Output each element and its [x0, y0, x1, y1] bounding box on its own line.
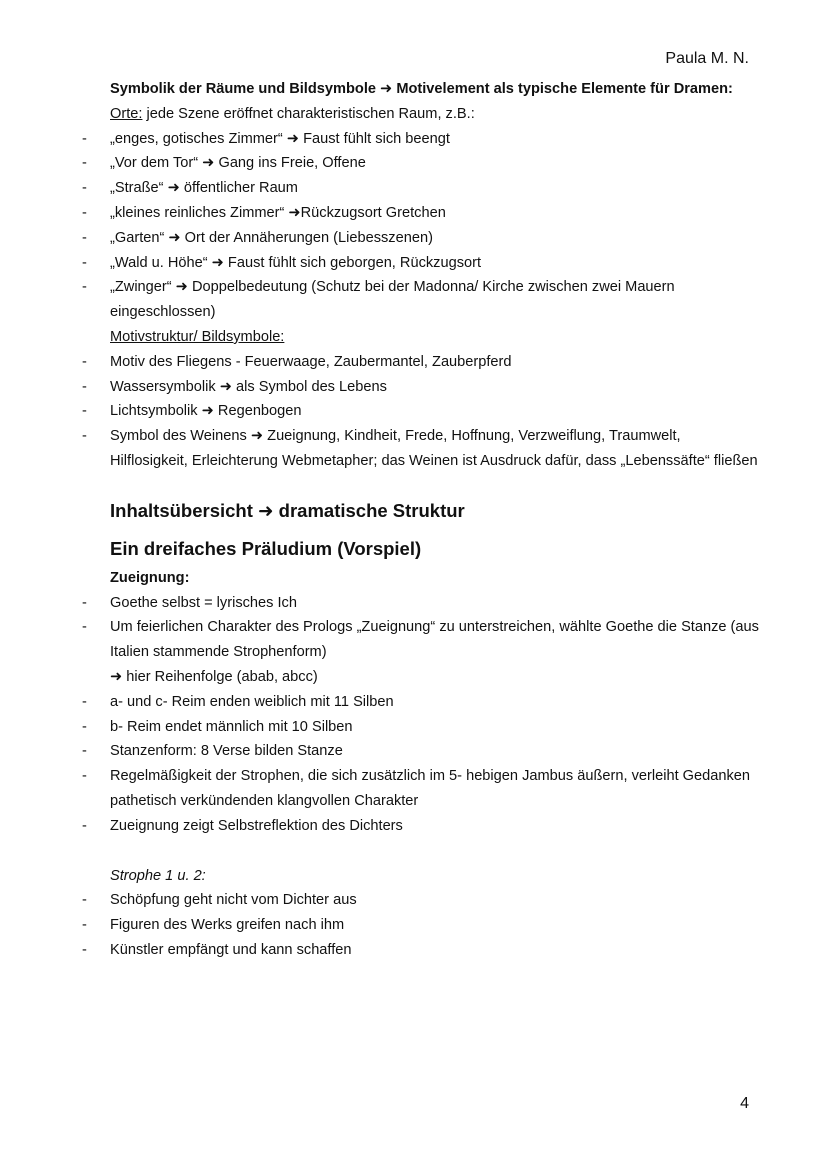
list-item [82, 814, 760, 839]
list-item-text: Symbol des Weinens ➜ Zueignung, Kindheit, Frede, Hoffnung, Verzweiflung, Traumwelt, Hilflosigkeit, Erleichterung Webmetapher; das Weinen ist Ausdruck dafür, dass „Lebenssäfte“ fließen [110, 428, 758, 469]
motiv-label: Motivstruktur/ Bildsymbole: [110, 328, 285, 345]
bullet-dash: - [82, 378, 87, 395]
list-item [82, 591, 760, 616]
orte-intro [110, 102, 760, 127]
motiv-heading [110, 325, 760, 350]
list-item [82, 176, 760, 201]
list-item-text: b- Reim endet männlich mit 10 Silben [110, 718, 353, 735]
page-number: 4 [740, 1095, 749, 1112]
list-item-text: „kleines reinliches Zimmer“ ➜Rückzugsort Gretchen [110, 204, 446, 221]
bullet-dash: - [82, 403, 87, 420]
list-item-subline: ➜ hier Reihenfolge (abab, abcc) [110, 668, 318, 685]
section-title-symbolik: Symbolik der Räume und Bildsymbole ➜ Motivelement als typische Elemente für Dramen: [110, 81, 733, 97]
heading-praeludium: Ein dreifaches Präludium (Vorspiel) [110, 537, 422, 559]
bullet-dash: - [82, 204, 87, 221]
list-item [82, 127, 760, 152]
list-item [82, 715, 760, 740]
list-item-text: Lichtsymbolik ➜ Regenbogen [110, 403, 302, 420]
bullet-dash: - [82, 892, 87, 909]
orte-text: jede Szene eröffnet charakteristischen Raum, z.B.: [142, 105, 475, 122]
bullet-dash: - [82, 743, 87, 760]
list-item [82, 226, 760, 251]
list-item-text: „Wald u. Höhe“ ➜ Faust fühlt sich geborgen, Rückzugsort [110, 254, 482, 271]
list-item-text: „Straße“ ➜ öffentlicher Raum [110, 180, 298, 197]
list-item [82, 350, 760, 375]
list-item [82, 615, 760, 665]
page-content [82, 77, 760, 963]
list-item-text: a- und c- Reim enden weiblich mit 11 Silben [110, 693, 394, 710]
list-item [82, 888, 760, 913]
list-item-text: Goethe selbst = lyrisches Ich [110, 594, 297, 611]
bullet-dash: - [82, 917, 87, 934]
author-name: Paula M. N. [665, 50, 749, 67]
list-item [82, 424, 760, 474]
list-item [82, 938, 760, 963]
bullet-dash: - [82, 768, 87, 785]
list-item [82, 201, 760, 226]
bullet-dash: - [82, 155, 87, 172]
list-item [82, 275, 760, 325]
list-item-text: Stanzenform: 8 Verse bilden Stanze [110, 743, 343, 760]
list-item [82, 913, 760, 938]
bullet-dash: - [82, 279, 87, 296]
list-item [82, 764, 760, 814]
list-item [82, 151, 760, 176]
list-item-text: „Vor dem Tor“ ➜ Gang ins Freie, Offene [110, 155, 366, 172]
list-item [82, 375, 760, 400]
list-item-text: Um feierlichen Charakter des Prologs „Zueignung“ zu unterstreichen, wählte Goethe die Stanze (aus Italien stammende Strophenform) [110, 619, 759, 661]
bullet-dash: - [82, 693, 87, 710]
list-item [82, 251, 760, 276]
list-item-text: Regelmäßigkeit der Strophen, die sich zusätzlich im 5- hebigen Jambus äußern, verleiht Gedanken pathetisch verkündenden klangvollen Charakter [110, 768, 751, 809]
zueignung-label: Zueignung: [110, 569, 190, 586]
bullet-dash: - [82, 353, 87, 370]
bullet-dash: - [82, 428, 87, 445]
bullet-dash: - [82, 229, 87, 246]
bullet-dash: - [82, 718, 87, 735]
bullet-dash: - [82, 254, 87, 271]
list-item-text: Künstler empfängt und kann schaffen [110, 941, 352, 958]
orte-label: Orte: [110, 105, 143, 122]
bullet-dash: - [82, 180, 87, 197]
list-item-text: Motiv des Fliegens - Feuerwaage, Zaubermantel, Zauberpferd [110, 353, 512, 370]
bullet-dash: - [82, 130, 87, 147]
list-item-text: Figuren des Werks greifen nach ihm [110, 917, 345, 934]
bullet-dash: - [82, 594, 87, 611]
list-item [82, 739, 760, 764]
list-item-text: „Zwinger“ ➜ Doppelbedeutung (Schutz bei der Madonna/ Kirche zwischen zwei Mauern eingeschlossen) [110, 279, 675, 321]
bullet-dash: - [82, 817, 87, 834]
strophe-label: Strophe 1 u. 2: [110, 867, 206, 884]
list-item-text: „enges, gotisches Zimmer“ ➜ Faust fühlt sich beengt [110, 130, 450, 147]
heading-inhaltsuebersicht: Inhaltsübersicht ➜ dramatische Struktur [110, 499, 465, 521]
list-item-text: Wassersymbolik ➜ als Symbol des Lebens [110, 378, 387, 395]
list-item-text: Zueignung zeigt Selbstreflektion des Dichters [110, 817, 403, 834]
bullet-dash: - [82, 941, 87, 958]
list-item [82, 690, 760, 715]
bullet-dash: - [82, 619, 87, 636]
list-item-text: Schöpfung geht nicht vom Dichter aus [110, 892, 357, 909]
list-item [82, 399, 760, 424]
list-item-text: „Garten“ ➜ Ort der Annäherungen (Liebesszenen) [110, 229, 433, 246]
